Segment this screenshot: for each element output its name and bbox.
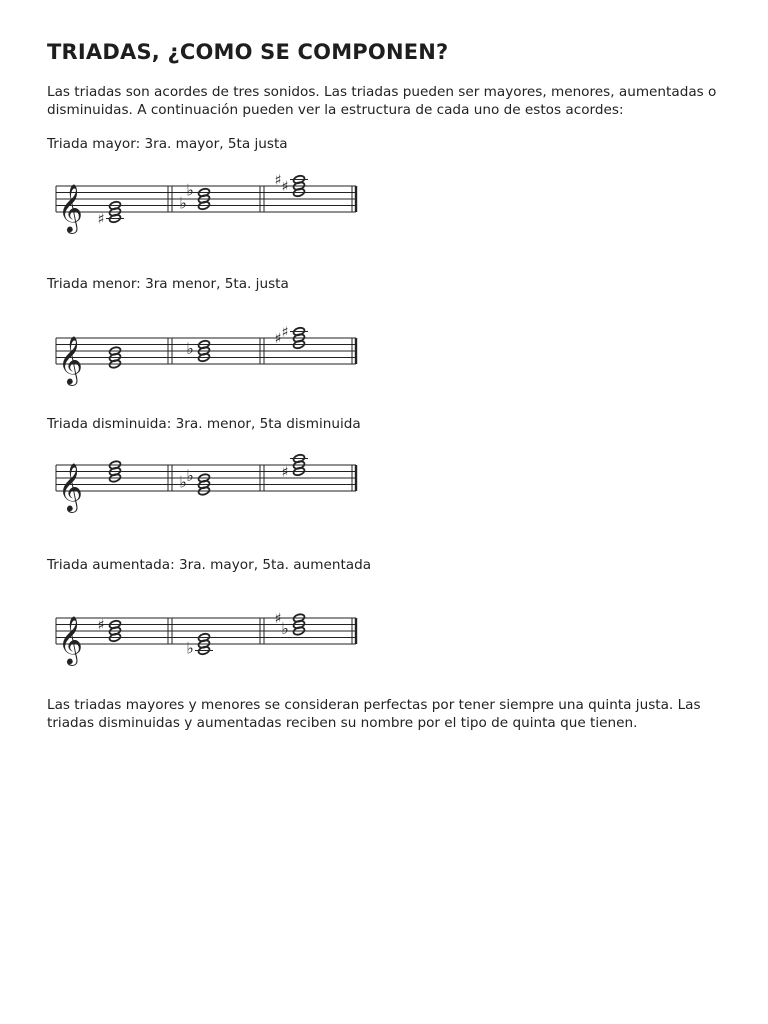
staff-augmented xyxy=(52,604,364,664)
treble-clef-icon: 𝄞 xyxy=(58,335,83,384)
sharp-icon: ♯ xyxy=(281,464,289,481)
closing-paragraph: Las triadas mayores y menores se consideran perfectas por tener siempre una quinta justa. Las triadas disminuidas y aumentadas reciben su nombre por el tipo de quinta que tienen. xyxy=(47,697,701,731)
treble-clef-icon: 𝄞 xyxy=(58,615,83,664)
flat-icon: ♭ xyxy=(179,193,187,213)
section-label-major: Triada mayor: 3ra. mayor, 5ta justa xyxy=(47,136,288,152)
sharp-icon: ♯ xyxy=(281,179,289,195)
staff-major xyxy=(52,172,364,232)
sharp-icon: ♯ xyxy=(274,172,282,189)
treble-clef-icon: 𝄞 xyxy=(58,183,83,232)
section-label-minor: Triada menor: 3ra menor, 5ta. justa xyxy=(47,276,289,292)
staff-minor xyxy=(52,324,364,384)
section-label-augmented: Triada aumentada: 3ra. mayor, 5ta. aumentada xyxy=(47,557,372,573)
flat-icon: ♭ xyxy=(186,180,194,200)
section-label-diminished: Triada disminuida: 3ra. menor, 5ta disminuida xyxy=(47,416,361,432)
flat-icon: ♭ xyxy=(186,638,194,658)
sharp-icon: ♯ xyxy=(97,211,105,228)
flat-icon: ♭ xyxy=(281,619,289,638)
sharp-icon: ♯ xyxy=(281,324,289,341)
sharp-icon: ♯ xyxy=(97,617,105,634)
sharp-icon: ♯ xyxy=(274,331,282,347)
intro-paragraph: Las triadas son acordes de tres sonidos. Las triadas pueden ser mayores, menores, aumentadas o disminuidas. A continuación pueden ver la estructura de cada uno de estos acordes: xyxy=(47,84,717,118)
sharp-icon: ♯ xyxy=(274,611,282,627)
treble-clef-icon: 𝄞 xyxy=(58,462,83,511)
flat-icon: ♭ xyxy=(179,472,187,492)
flat-icon: ♭ xyxy=(186,339,194,358)
page-title: TRIADAS, ¿COMO SE COMPONEN? xyxy=(47,40,449,64)
staff-diminished xyxy=(52,451,364,511)
flat-icon: ♭ xyxy=(186,466,194,485)
